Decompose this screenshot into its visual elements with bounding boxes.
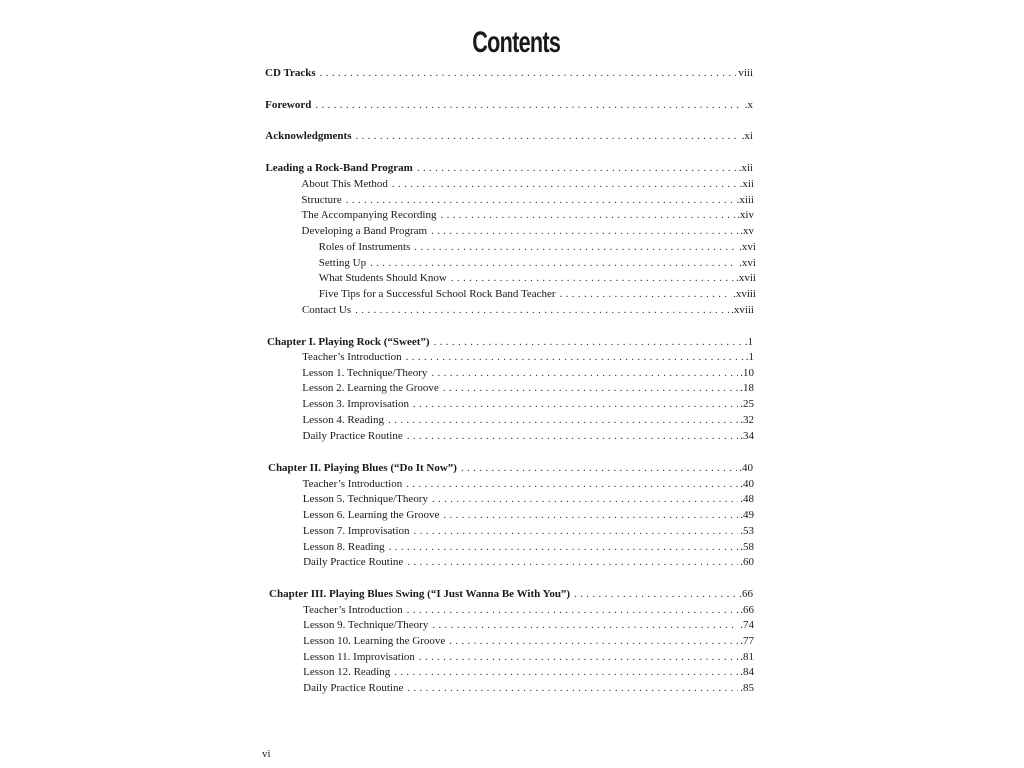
dot-leader [443, 381, 738, 395]
toc-entry [302, 303, 754, 317]
dot-leader [431, 366, 738, 380]
toc-entry [302, 381, 754, 395]
dot-leader [432, 618, 738, 632]
toc-section-entry [265, 98, 753, 112]
dot-leader [432, 492, 738, 506]
toc-entry-label: Lesson 3. Improvisation [302, 398, 409, 410]
toc-entry-label: Lesson 9. Technique/Theory [303, 619, 429, 631]
dot-leader [407, 603, 739, 617]
toc-entry-page: .xv [740, 225, 754, 237]
toc-entry-page: .48 [740, 493, 754, 505]
toc-entry-label: Teacher’s Introduction [303, 604, 403, 616]
dot-leader [320, 66, 737, 80]
toc-entry-page: .34 [740, 430, 754, 442]
page-number: vi [262, 748, 271, 760]
toc-entry-label: Chapter I. Playing Rock (“Sweet”) [266, 336, 430, 348]
dot-leader [346, 193, 735, 207]
dot-leader [417, 161, 737, 175]
toc-entry-label: Lesson 12. Reading [303, 666, 391, 678]
toc-entry-label: CD Tracks [265, 67, 316, 79]
dot-leader [560, 287, 731, 301]
dot-leader [419, 650, 738, 664]
toc-entry-label: Developing a Band Program [301, 225, 428, 237]
toc-entry [303, 665, 754, 679]
dot-leader [431, 224, 738, 238]
dot-leader [389, 540, 739, 554]
toc-entry-page: .18 [740, 382, 754, 394]
dot-leader [315, 98, 742, 112]
toc-section-entry [265, 66, 753, 80]
dot-leader [370, 256, 737, 270]
toc-entry [303, 508, 754, 522]
toc-entry-page: .xi [741, 130, 753, 142]
toc-entry-label: Chapter III. Playing Blues Swing (“I Just Wanna Be With You”) [269, 588, 571, 600]
toc-entry-label: Lesson 4. Reading [302, 414, 385, 426]
toc-entry-label: Acknowledgments [265, 130, 352, 142]
dot-leader [434, 335, 743, 349]
toc-entry-label: Foreword [265, 99, 312, 111]
toc-entry-page: .xviii [733, 288, 756, 300]
toc-entry-page: .xiv [737, 209, 754, 221]
toc-entry-page: .xiii [736, 194, 754, 206]
toc-entry-page: .1 [744, 336, 753, 348]
toc-entry-label: Lesson 1. Technique/Theory [302, 367, 428, 379]
toc-entry-page: .40 [739, 462, 753, 474]
toc-entry [319, 271, 756, 285]
toc-entry [319, 287, 756, 301]
dot-leader [388, 413, 738, 427]
toc-entry [302, 366, 754, 380]
toc-entry [303, 540, 754, 554]
toc-entry-page: .x [744, 99, 753, 111]
toc-entry [302, 350, 754, 364]
dot-leader [355, 129, 739, 143]
toc-entry-label: Lesson 11. Improvisation [303, 651, 415, 663]
dot-leader [574, 587, 737, 601]
toc-entry-page: .84 [740, 666, 754, 678]
dot-leader [449, 634, 738, 648]
toc-entry-page: .85 [740, 682, 754, 694]
toc-entry-page: .xvi [739, 241, 756, 253]
toc-entry [319, 240, 756, 254]
toc-entry [301, 177, 754, 191]
dot-leader [414, 240, 737, 254]
dot-leader [394, 665, 738, 679]
page-title: Contents [472, 26, 561, 59]
toc-section-entry [268, 461, 753, 475]
dot-leader [407, 555, 738, 569]
toc-entry-page: .xvi [739, 257, 756, 269]
toc-entry-label: Leading a Rock-Band Program [265, 162, 413, 174]
toc-entry-page: .1 [745, 351, 754, 363]
toc-entry [303, 650, 754, 664]
dot-leader [441, 208, 736, 222]
dot-leader [451, 271, 734, 285]
toc-entry [303, 603, 754, 617]
toc-entry-label: Five Tips for a Successful School Rock Band Teacher [318, 288, 556, 300]
dot-leader [407, 429, 739, 443]
dot-leader [413, 397, 738, 411]
dot-leader [414, 524, 739, 538]
dot-leader [392, 177, 738, 191]
toc-section-entry [265, 129, 753, 143]
toc-entry-page: viii [738, 67, 753, 79]
toc-section-entry [265, 161, 753, 175]
toc-entry-label: Daily Practice Routine [302, 430, 403, 442]
toc-entry-page: .58 [740, 541, 754, 553]
toc-entry-label: Daily Practice Routine [303, 682, 404, 694]
toc-entry-label: Teacher’s Introduction [302, 351, 402, 363]
toc-entry-label: Lesson 2. Learning the Groove [302, 382, 439, 394]
toc-entry-page: .81 [740, 651, 754, 663]
toc-entry [302, 224, 754, 238]
toc-entry-page: .xii [739, 178, 754, 190]
toc-entry-page: .53 [740, 525, 754, 537]
toc-entry-label: The Accompanying Recording [301, 209, 437, 221]
dot-leader [461, 461, 737, 475]
toc-entry-page: .40 [740, 478, 754, 490]
toc-entry-label: Lesson 6. Learning the Groove [302, 509, 440, 521]
toc-section-entry [269, 587, 753, 601]
toc-entry-label: Contact Us [301, 304, 352, 316]
toc-entry [303, 429, 754, 443]
toc-entry [303, 524, 754, 538]
toc-entry-page: .10 [740, 367, 754, 379]
toc-entry-label: Lesson 8. Reading [303, 541, 385, 553]
toc-entry-label: About This Method [301, 178, 388, 190]
toc-entry-label: Teacher’s Introduction [302, 478, 403, 490]
dot-leader [406, 477, 738, 491]
toc-entry [303, 634, 754, 648]
toc-entry-label: Chapter II. Playing Blues (“Do It Now”) [268, 462, 457, 474]
toc-entry [302, 397, 754, 411]
dot-leader [407, 681, 738, 695]
toc-entry [302, 413, 754, 427]
toc-entry [301, 208, 754, 222]
toc-entry-page: .49 [740, 509, 754, 521]
toc-entry-label: Lesson 5. Technique/Theory [302, 493, 428, 505]
toc-entry-label: Structure [301, 194, 342, 206]
dot-leader [443, 508, 738, 522]
dot-leader [355, 303, 729, 317]
toc-entry-label: Roles of Instruments [318, 241, 411, 253]
toc-entry-page: .xvii [736, 272, 756, 284]
toc-entry [303, 618, 754, 632]
toc-entry-label: Lesson 7. Improvisation [302, 525, 410, 537]
toc-entry [319, 256, 756, 270]
toc-entry [303, 555, 754, 569]
toc-entry-page: .32 [740, 414, 754, 426]
toc-entry [303, 477, 754, 491]
toc-entry [301, 193, 754, 207]
toc-entry-label: What Students Should Know [318, 272, 447, 284]
toc-entry-page: .66 [739, 588, 753, 600]
toc-entry-page: .60 [740, 556, 754, 568]
toc-entry-page: .xii [738, 162, 753, 174]
toc-entry-label: Setting Up [318, 257, 367, 269]
toc-entry [303, 681, 754, 695]
toc-section-entry [267, 335, 753, 349]
toc-entry [303, 492, 754, 506]
dot-leader [406, 350, 744, 364]
toc-entry-page: .74 [740, 619, 754, 631]
toc-entry-page: .xviii [731, 304, 754, 316]
toc-entry-page: .25 [740, 398, 754, 410]
toc-entry-page: .77 [740, 635, 754, 647]
toc-entry-label: Lesson 10. Learning the Groove [303, 635, 446, 647]
toc-entry-label: Daily Practice Routine [303, 556, 404, 568]
toc-entry-page: .66 [740, 604, 754, 616]
